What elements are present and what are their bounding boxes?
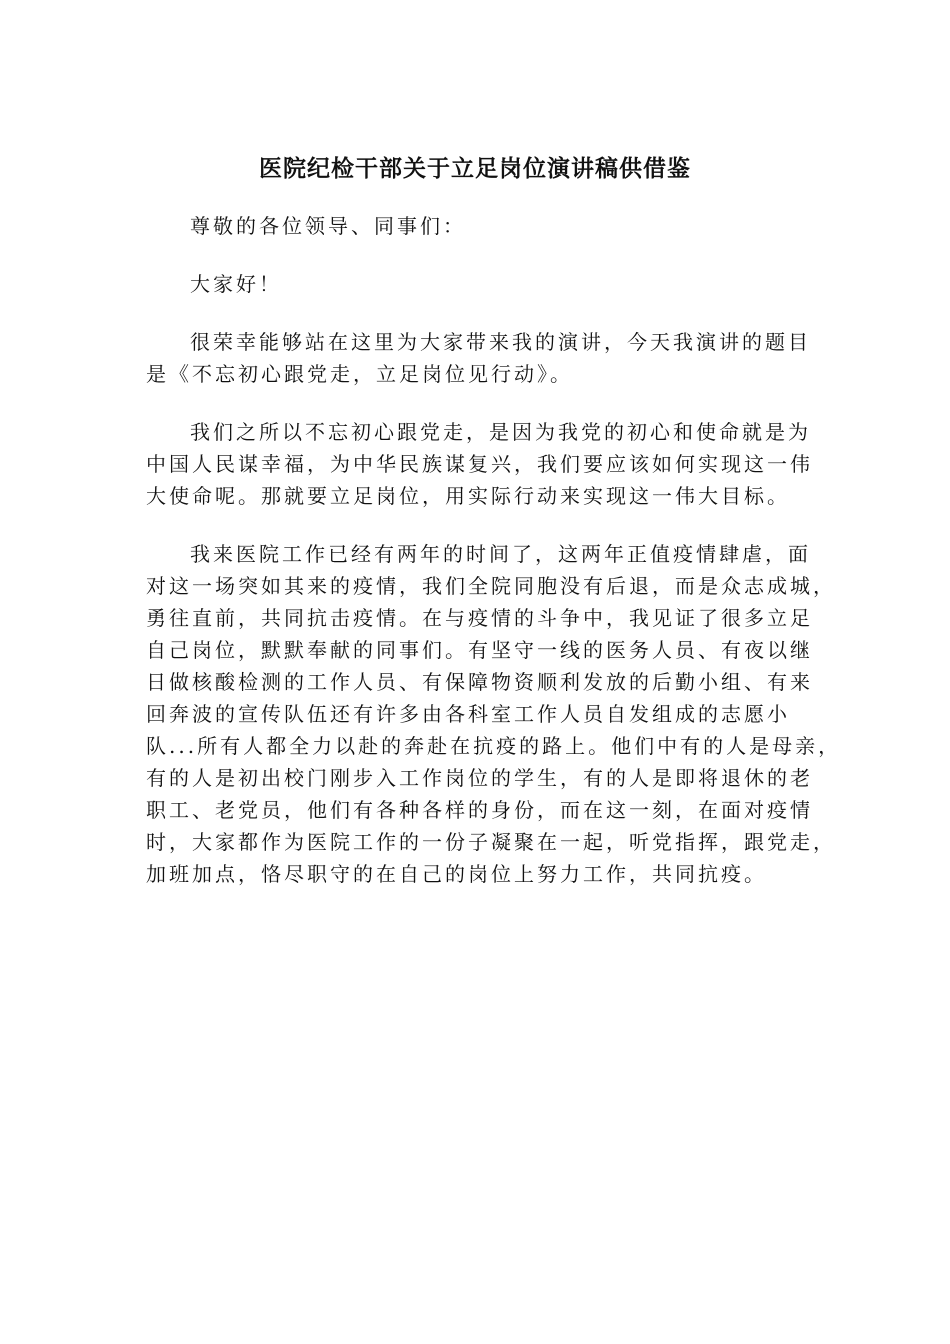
paragraph-line: 日做核酸检测的工作人员、有保障物资顺利发放的后勤小组、有来: [146, 670, 813, 694]
paragraph-mission: [146, 416, 813, 512]
paragraph-line: 大使命呢。那就要立足岗位，用实际行动来实现这一伟大目标。: [146, 484, 790, 508]
paragraph-line: 对这一场突如其来的疫情，我们全院同胞没有后退，而是众志成城，: [146, 574, 836, 598]
paragraph-greeting: [146, 268, 806, 300]
paragraph-line: 中国人民谋幸福，为中华民族谋复兴，我们要应该如何实现这一伟: [146, 452, 813, 476]
document-title: 医院纪检干部关于立足岗位演讲稿供借鉴: [259, 155, 691, 182]
paragraph-line: 队...所有人都全力以赴的奔赴在抗疫的路上。他们中有的人是母亲，: [146, 734, 842, 758]
paragraph-line: 回奔波的宣传队伍还有许多由各科室工作人员自发组成的志愿小: [146, 702, 790, 726]
paragraph-line: 我们之所以不忘初心跟党走，是因为我党的初心和使命就是为: [190, 420, 811, 444]
paragraph-line: 是《不忘初心跟党走，立足岗位见行动》。: [146, 362, 573, 386]
paragraph-line: 自己岗位，默默奉献的同事们。有坚守一线的医务人员、有夜以继: [146, 638, 813, 662]
paragraph-introduction: [146, 326, 811, 390]
paragraph-line: 职工、老党员，他们有各种各样的身份，而在这一刻，在面对疫情: [146, 798, 813, 822]
paragraph-line: 加班加点，恪尽职守的在自己的岗位上努力工作，共同抗疫。: [146, 862, 767, 886]
paragraph-line: 有的人是初出校门刚步入工作岗位的学生，有的人是即将退休的老: [146, 766, 813, 790]
paragraph-line: 我来医院工作已经有两年的时间了，这两年正值疫情肆虐，面: [190, 542, 811, 566]
paragraph-line: 尊敬的各位领导、同事们：: [190, 214, 466, 238]
paragraph-salutation: [146, 210, 806, 242]
paragraph-line: 时，大家都作为医院工作的一份子凝聚在一起，听党指挥，跟党走，: [146, 830, 836, 854]
paragraph-line: 大家好！: [190, 272, 282, 296]
document-body: [146, 210, 842, 890]
paragraph-line: 很荣幸能够站在这里为大家带来我的演讲，今天我演讲的题目: [190, 330, 811, 354]
paragraph-line: 勇往直前，共同抗击疫情。在与疫情的斗争中，我见证了很多立足: [146, 606, 813, 630]
paragraph-experience: [146, 538, 842, 890]
